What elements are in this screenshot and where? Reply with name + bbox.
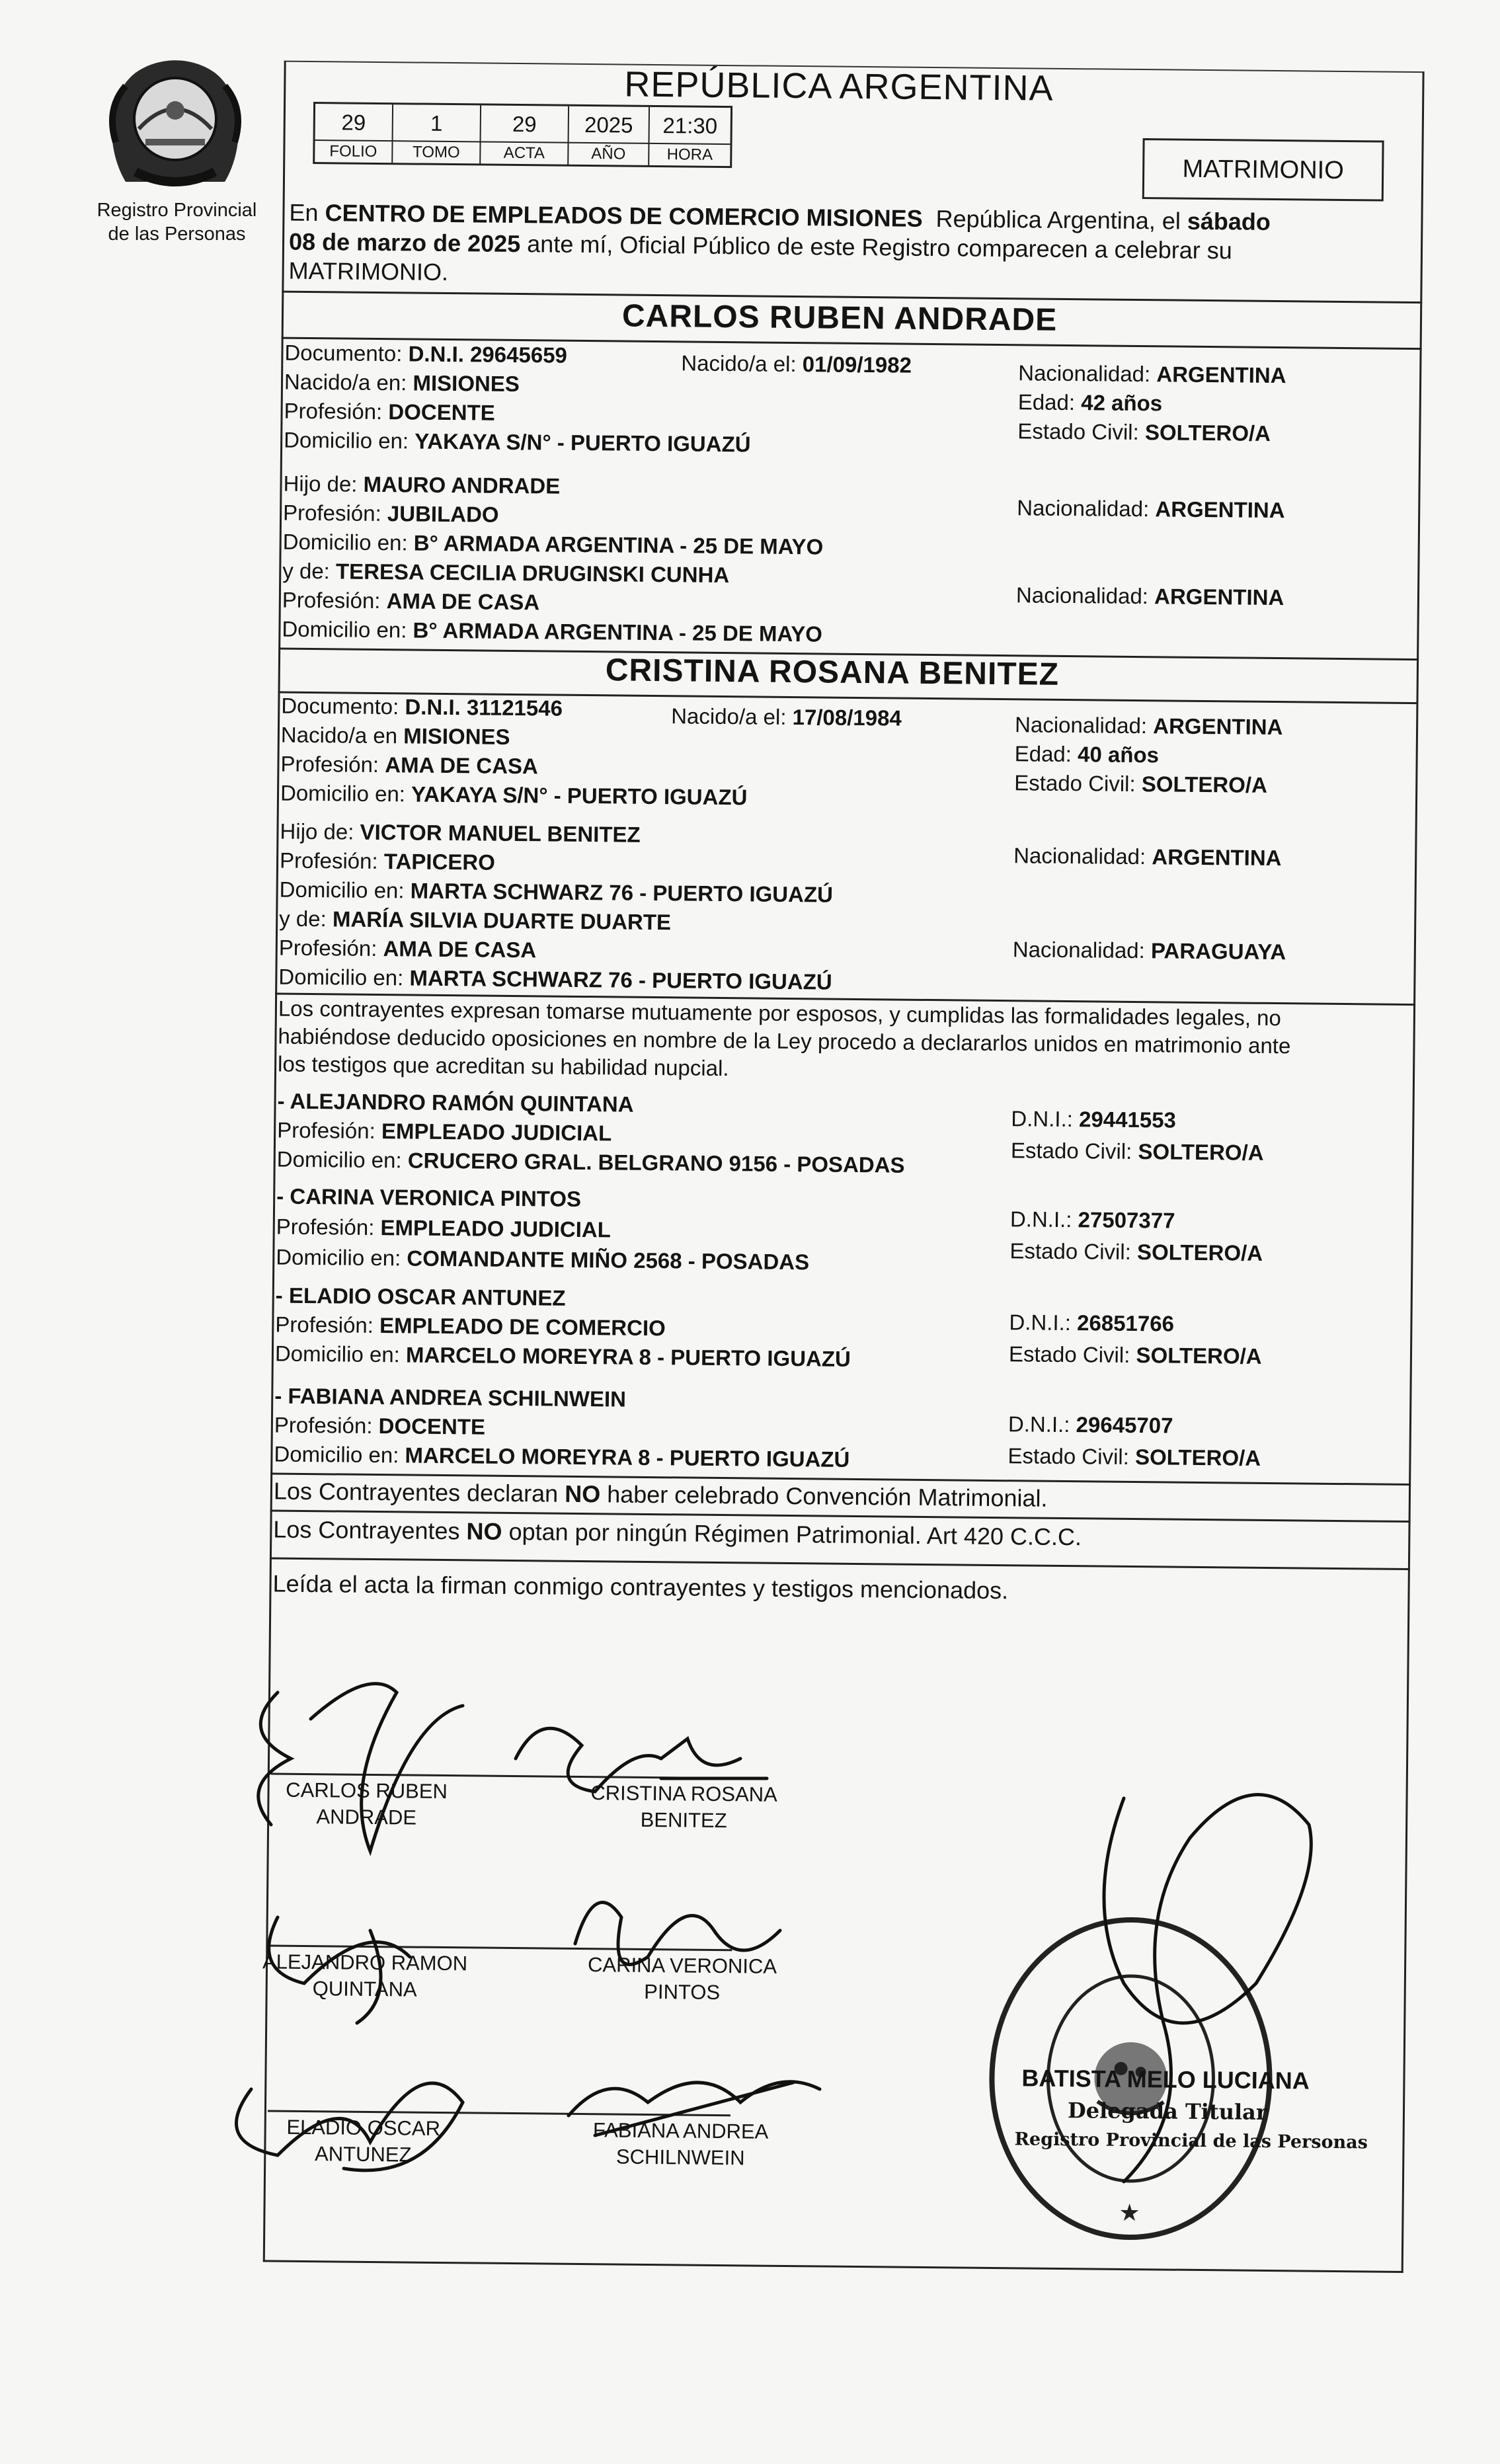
dni-label: D.N.I.: — [1009, 1207, 1072, 1232]
witness3-civil-status — [1009, 1341, 1262, 1370]
spouse2-mother-nationality — [1013, 936, 1286, 965]
svg-text:★: ★ — [1119, 2199, 1140, 2227]
doc-label: Documento: — [281, 693, 399, 719]
nat-value: ARGENTINA — [1153, 713, 1283, 740]
witness4-profession — [274, 1412, 485, 1441]
dom-value: COMANDANTE MIÑO 2568 - POSADAS — [407, 1246, 810, 1275]
nat-label: Nacionalidad: — [1017, 495, 1150, 522]
spouse1-father — [283, 471, 560, 500]
civil-value: SOLTERO/A — [1136, 1343, 1262, 1369]
spouse2-address — [280, 780, 748, 811]
age-value: 40 años — [1077, 742, 1160, 768]
dom-value: B° ARMADA ARGENTINA - 25 DE MAYO — [413, 617, 823, 647]
dom-value: MARCELO MOREYRA 8 - PUERTO IGUAZÚ — [405, 1342, 851, 1371]
signature-alejandro — [256, 1948, 475, 2003]
father-value: VICTOR MANUEL BENITEZ — [360, 819, 641, 847]
spouse2-father — [280, 818, 641, 848]
civil-label: Estado Civil: — [1008, 1341, 1130, 1367]
spouse1-birthplace — [284, 369, 520, 397]
prof-value: EMPLEADO JUDICIAL — [381, 1119, 612, 1146]
clause2-pre: Los Contrayentes — [273, 1515, 460, 1545]
sig-line1: CARINA VERONICA — [587, 1953, 777, 1978]
dom-value: MARTA SCHWARZ 76 - PUERTO IGUAZÚ — [410, 878, 834, 907]
spouse1-name: CARLOS RUBEN ANDRADE — [621, 298, 1058, 338]
prof-label: Profesión: — [284, 398, 383, 424]
civil-value: SOLTERO/A — [1144, 420, 1271, 446]
act-reference-grid — [313, 102, 732, 168]
spouse2-birthdate — [671, 703, 902, 731]
dom-label: Domicilio en: — [278, 964, 404, 990]
page-title: REPÚBLICA ARGENTINA — [624, 64, 1054, 108]
dom-label: Domicilio en: — [280, 780, 406, 807]
dom-value: B° ARMADA ARGENTINA - 25 DE MAYO — [413, 530, 824, 559]
registry-caption-line1: Registro Provincial — [97, 200, 257, 221]
spouse2-father-address — [279, 877, 833, 908]
nat-label: Nacionalidad: — [1014, 712, 1148, 738]
prof-value: AMA DE CASA — [386, 588, 540, 615]
clause1-pre: Los Contrayentes declaran — [273, 1477, 559, 1507]
spouse2-father-nationality — [1013, 842, 1282, 871]
spouse1-father-nationality — [1017, 495, 1285, 524]
clause1-no: NO — [565, 1480, 601, 1508]
witness1-name: - ALEJANDRO RAMÓN QUINTANA — [277, 1088, 634, 1117]
spouse1-civil-status — [1017, 418, 1271, 447]
mother-value: MARÍA SILVIA DUARTE DUARTE — [332, 906, 672, 935]
prof-value: DOCENTE — [388, 399, 495, 425]
witness1-civil-status — [1011, 1137, 1264, 1166]
dom-label: Domicilio en: — [274, 1441, 399, 1468]
civil-value: SOLTERO/A — [1134, 1445, 1261, 1470]
year-label: AÑO — [569, 143, 649, 165]
declaration-line2: habiéndose deducido oposiciones en nombre de la Ley procedo a declararlos unidos en matrimonio ante — [278, 1023, 1291, 1058]
prof-value: EMPLEADO DE COMERCIO — [379, 1313, 666, 1341]
sig-line1: ALEJANDRO RAMON — [262, 1950, 468, 1975]
prof-value: JUBILADO — [387, 501, 499, 527]
doc-value: D.N.I. 29645659 — [408, 341, 568, 368]
spouse2-mother-address — [278, 964, 832, 996]
prof-label: Profesión: — [279, 848, 378, 874]
declaration-line3: los testigos que acreditan su habilidad nupcial. — [277, 1051, 729, 1081]
spouse2-profession — [280, 751, 538, 780]
civil-label: Estado Civil: — [1009, 1238, 1132, 1264]
age-label: Edad: — [1014, 741, 1072, 767]
time-value: 21:30 — [650, 107, 731, 145]
sig-line1: CRISTINA ROSANA — [590, 1781, 777, 1806]
spouse2-civil-status — [1014, 770, 1267, 799]
prof-label: Profesión: — [274, 1412, 373, 1438]
nat-value: ARGENTINA — [1154, 584, 1284, 610]
father-label: Hijo de: — [283, 471, 358, 497]
witness3-name: - ELADIO OSCAR ANTUNEZ — [275, 1283, 566, 1310]
spouse2-age — [1014, 740, 1159, 768]
signature-fabiana — [571, 2117, 790, 2172]
marriage-record — [153, 40, 1427, 2293]
civil-value: SOLTERO/A — [1136, 1240, 1263, 1265]
mother-value: TERESA CECILIA DRUGINSKI CUNHA — [335, 559, 730, 588]
spouse2-mother-profession — [279, 935, 537, 964]
prof-value: AMA DE CASA — [385, 752, 539, 779]
sig-line1: CARLOS RUBEN — [286, 1778, 448, 1804]
witness1-profession — [277, 1117, 612, 1147]
nat-label: Nacionalidad: — [1015, 582, 1149, 609]
witness2-address — [276, 1244, 809, 1276]
doc-value: D.N.I. 31121546 — [405, 694, 563, 721]
born-value: 17/08/1984 — [792, 705, 902, 731]
clause1-post: haber celebrado Convención Matrimonial. — [607, 1480, 1048, 1512]
doc-label: Documento: — [284, 340, 403, 366]
spouse1-address — [284, 427, 751, 458]
declaration-line1: Los contrayentes expresan tomarse mutuamente por esposos, y cumplidas las formalidades legales, no — [278, 996, 1282, 1031]
born-label: Nacido/a el: — [671, 703, 787, 729]
dom-label: Domicilio en: — [284, 427, 409, 454]
spouse1-mother — [282, 558, 729, 588]
born-label: Nacido/a el: — [681, 350, 797, 377]
dom-label: Domicilio en: — [282, 616, 407, 643]
sig-line2: PINTOS — [644, 1979, 721, 2005]
dom-value: YAKAYA S/N° - PUERTO IGUAZÚ — [411, 781, 748, 810]
dom-label: Domicilio en: — [276, 1146, 402, 1173]
dni-label: D.N.I.: — [1007, 1411, 1070, 1437]
dom-value: CRUCERO GRAL. BELGRANO 9156 - POSADAS — [407, 1148, 905, 1177]
prof-value: EMPLEADO JUDICIAL — [380, 1215, 612, 1242]
intro-line3: MATRIMONIO. — [288, 257, 449, 286]
prof-value: DOCENTE — [378, 1413, 486, 1439]
tomo-value: 1 — [393, 104, 482, 142]
civil-value: SOLTERO/A — [1138, 1139, 1264, 1165]
witness2-profession — [276, 1214, 611, 1244]
nat-value: ARGENTINA — [1152, 844, 1282, 871]
spouse1-profession — [284, 398, 494, 426]
sig-line2: BENITEZ — [640, 1808, 727, 1833]
intro-en: En — [289, 198, 319, 227]
record-type-box: MATRIMONIO — [1142, 138, 1384, 201]
dom-label: Domicilio en: — [274, 1341, 401, 1367]
dom-label: Domicilio en: — [279, 877, 405, 903]
age-value: 42 años — [1081, 390, 1163, 416]
nat-value: ARGENTINA — [1155, 497, 1285, 523]
witness4-dni — [1008, 1411, 1173, 1439]
civil-label: Estado Civil: — [1014, 770, 1136, 796]
nat-label: Nacionalidad: — [1012, 937, 1145, 963]
prof-label: Profesión: — [282, 500, 381, 526]
witness2-dni — [1010, 1206, 1175, 1234]
born-in-label: Nacido/a en: — [284, 369, 407, 395]
acta-label: ACTA — [481, 142, 569, 164]
sig-line1: FABIANA ANDREA — [592, 2118, 769, 2143]
dom-label: Domicilio en: — [282, 529, 408, 555]
spouse1-nationality — [1018, 360, 1286, 389]
dom-value: YAKAYA S/N° - PUERTO IGUAZÚ — [414, 428, 751, 457]
sig-line2: ANTUNEZ — [314, 2142, 412, 2166]
sig-line2: SCHILNWEIN — [615, 2145, 745, 2170]
mother-label: y de: — [279, 906, 327, 932]
folio-value: 29 — [315, 104, 394, 141]
dni-value: 29645707 — [1076, 1412, 1173, 1438]
nat-value: PARAGUAYA — [1150, 938, 1286, 965]
nat-label: Nacionalidad: — [1018, 360, 1151, 387]
spouse2-nationality — [1015, 711, 1283, 740]
witness3-dni — [1009, 1309, 1174, 1337]
sig-line2: QUINTANA — [312, 1977, 417, 2001]
dni-value: 29441553 — [1078, 1107, 1177, 1133]
dni-label: D.N.I.: — [1009, 1310, 1072, 1335]
clause2-no: NO — [466, 1517, 502, 1545]
witness2-name: - CARINA VERONICA PINTOS — [276, 1183, 582, 1211]
year-value: 2025 — [569, 106, 651, 144]
spouse2-father-profession — [280, 848, 495, 876]
prof-label: Profesión: — [276, 1117, 375, 1143]
civil-label: Estado Civil: — [1017, 418, 1139, 445]
prof-value: AMA DE CASA — [383, 936, 537, 963]
sig-line2: ANDRADE — [316, 1805, 417, 1829]
spouse1-father-address — [283, 529, 824, 561]
witness3-address — [275, 1341, 851, 1372]
intro-place: CENTRO DE EMPLEADOS DE COMERCIO MISIONES — [325, 199, 923, 232]
official-role: Delegada Titular — [1067, 2098, 1267, 2125]
dom-label: Domicilio en: — [276, 1244, 401, 1271]
witness4-address — [274, 1441, 849, 1473]
intro-date: 08 de marzo de 2025 — [288, 227, 521, 258]
spouse1-mother-address — [282, 616, 822, 648]
witness2-civil-status — [1009, 1238, 1263, 1267]
spouse2-document — [281, 693, 563, 722]
signature-cristina — [574, 1780, 793, 1835]
civil-value: SOLTERO/A — [1141, 772, 1268, 797]
intro-text2: ante mí, Oficial Público de este Registro comparecen a celebrar su — [527, 230, 1232, 264]
spouse2-birthplace — [281, 722, 510, 750]
prof-label: Profesión: — [275, 1312, 374, 1337]
signature-carina — [572, 1952, 791, 2007]
official-office: Registro Provincial de las Personas — [1014, 2129, 1368, 2153]
intro-weekday: sábado — [1187, 207, 1271, 235]
spouse1-mother-nationality — [1016, 582, 1284, 611]
spouse1-father-profession — [283, 500, 499, 528]
spouse1-document — [284, 340, 567, 369]
official-name: BATISTA MELO LUCIANA — [1021, 2064, 1310, 2094]
spouse1-birthdate — [681, 350, 912, 378]
registry-caption-line2: de las Personas — [108, 223, 246, 245]
father-label: Hijo de: — [280, 818, 354, 844]
spouse1-age — [1018, 389, 1163, 417]
signature-eladio — [254, 2114, 473, 2168]
dom-value: MARTA SCHWARZ 76 - PUERTO IGUAZÚ — [409, 965, 832, 994]
born-in-label: Nacido/a en — [280, 722, 398, 748]
mother-label: y de: — [282, 558, 331, 584]
witness4-civil-status — [1007, 1443, 1261, 1472]
dni-value: 26851766 — [1076, 1310, 1175, 1336]
born-in-value: MISIONES — [403, 723, 510, 749]
dni-label: D.N.I.: — [1011, 1106, 1074, 1132]
prof-label: Profesión: — [278, 935, 377, 961]
folio-label: FOLIO — [315, 141, 393, 163]
dni-value: 27507377 — [1078, 1207, 1175, 1233]
spouse2-mother — [279, 906, 671, 936]
reading-statement: Leída el acta la firman conmigo contrayentes y testigos mencionados. — [272, 1570, 1009, 1605]
signature-carlos — [257, 1776, 476, 1831]
prof-label: Profesión: — [276, 1214, 375, 1240]
spouse1-mother-profession — [282, 587, 540, 616]
time-label: HORA — [666, 145, 713, 164]
sig-line1: ELADIO OSCAR — [286, 2115, 441, 2140]
nat-value: ARGENTINA — [1156, 362, 1286, 388]
dom-value: MARCELO MOREYRA 8 - PUERTO IGUAZÚ — [405, 1443, 850, 1472]
prof-label: Profesión: — [282, 587, 381, 614]
civil-label: Estado Civil: — [1007, 1443, 1130, 1469]
born-value: 01/09/1982 — [802, 352, 912, 378]
prof-label: Profesión: — [280, 751, 379, 777]
witness1-dni — [1011, 1105, 1176, 1133]
father-value: MAURO ANDRADE — [363, 471, 561, 498]
witness4-name: - FABIANA ANDREA SCHILNWEIN — [274, 1383, 627, 1411]
civil-label: Estado Civil: — [1010, 1138, 1132, 1164]
prof-value: TAPICERO — [383, 849, 496, 875]
nat-label: Nacionalidad: — [1013, 843, 1146, 869]
tomo-label: TOMO — [393, 141, 481, 163]
intro-text1: República Argentina, el — [935, 205, 1181, 235]
clause2-post: optan por ningún Régimen Patrimonial. Art 420 C.C.C. — [508, 1517, 1082, 1551]
age-label: Edad: — [1017, 389, 1076, 415]
born-in-value: MISIONES — [413, 370, 520, 397]
witness3-profession — [275, 1312, 666, 1342]
acta-value: 29 — [481, 105, 570, 143]
spouse2-name: CRISTINA ROSANA BENITEZ — [605, 653, 1060, 692]
